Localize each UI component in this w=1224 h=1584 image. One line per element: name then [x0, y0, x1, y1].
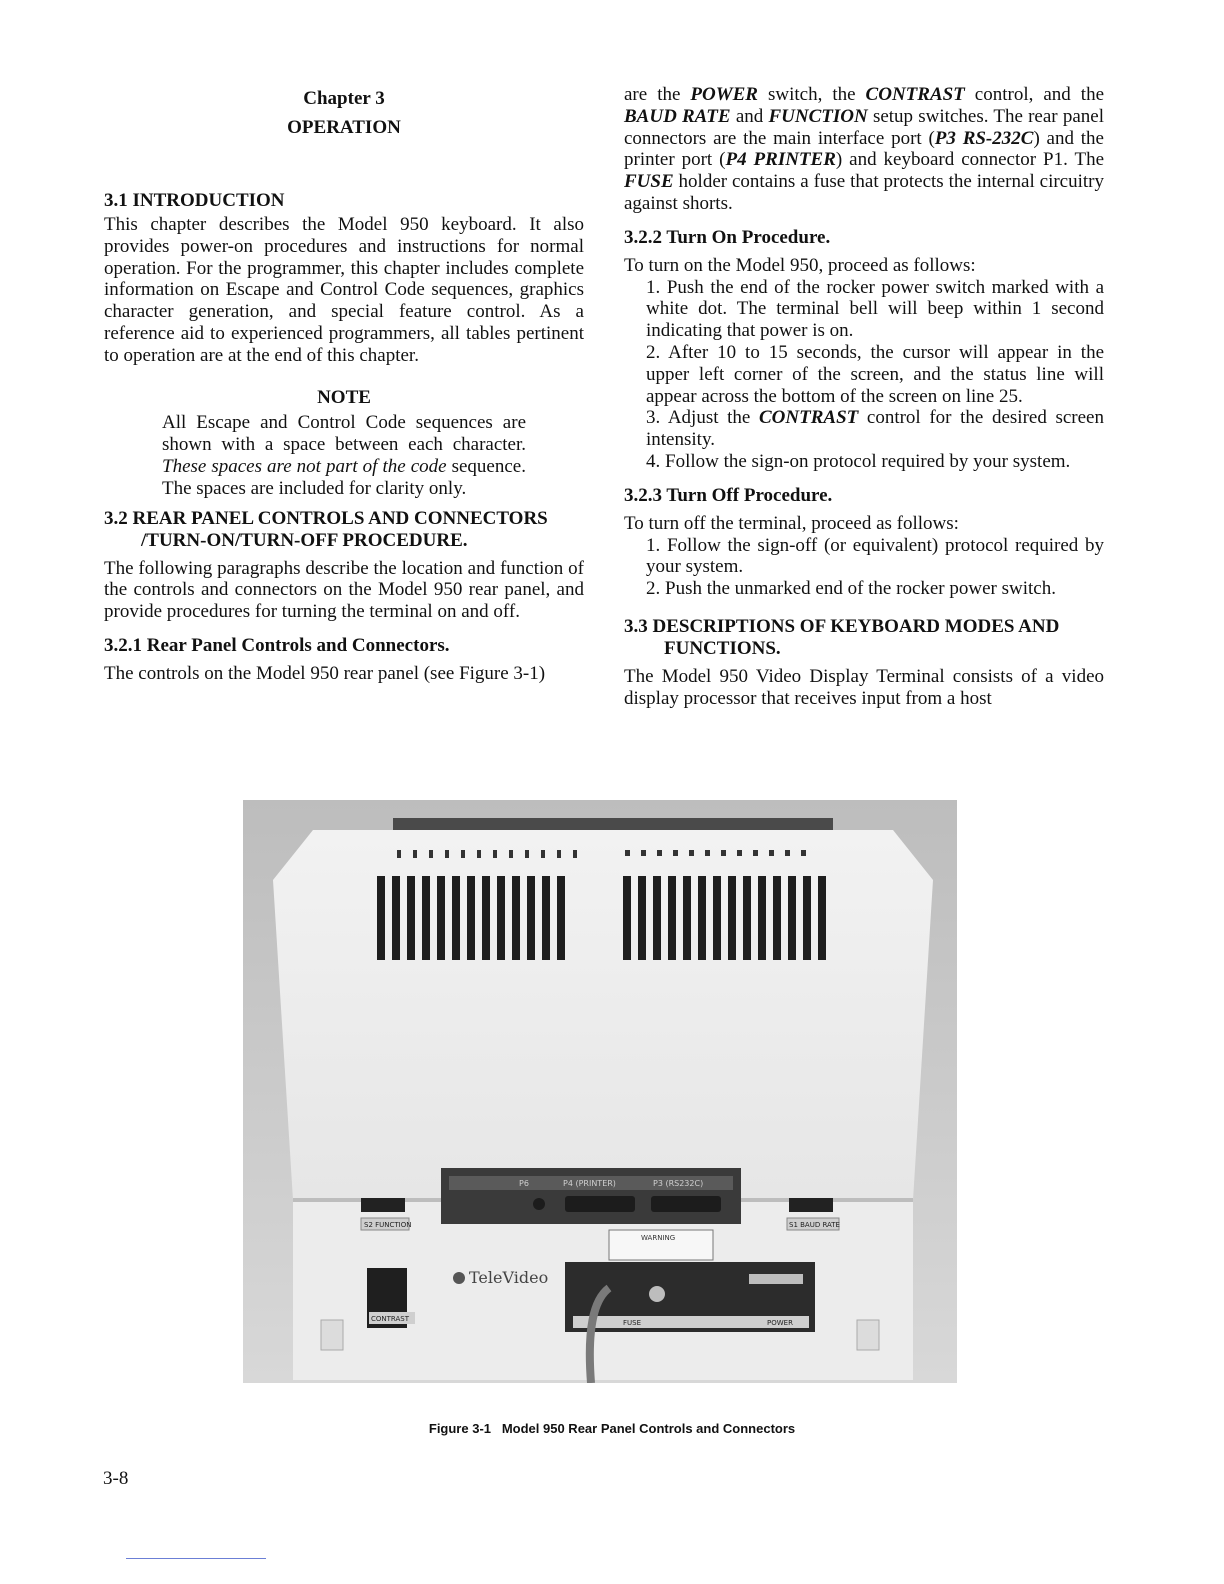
turn-on-steps	[624, 277, 1104, 473]
brand-logo-icon	[453, 1272, 465, 1284]
section-3-3-heading: 3.3 DESCRIPTIONS OF KEYBOARD MODES AND FUNCTIONS.	[624, 615, 1060, 659]
keyboard-connector	[533, 1198, 545, 1210]
section-3-2-2-heading: 3.2.2 Turn On Procedure.	[624, 226, 831, 248]
note-body: All Escape and Control Code sequences are shown with a space between each character. These spaces are not part of the code sequence. The spaces are included for clarity only.	[162, 412, 526, 499]
label-p4: P4 (PRINTER)	[563, 1179, 616, 1188]
power-switch	[749, 1274, 803, 1284]
list-item: 2. Push the unmarked end of the rocker power switch.	[646, 578, 1056, 600]
label-function: S2 FUNCTION	[364, 1221, 412, 1229]
page-number: 3-8	[103, 1468, 129, 1489]
rs232c-port	[651, 1196, 721, 1212]
section-3-1-body: This chapter describes the Model 950 keyboard. It also provides power-on procedures and instructions for normal operation. For the programmer, this chapter includes complete information on Escape and Control Code sequences, graphics character generation, and special feature control. As a reference aid to experienced programmers, all tables pertinent to operation are at the end of this chapter.	[104, 214, 584, 366]
terminal-illustration	[243, 800, 957, 1383]
section-3-2-3-intro: To turn off the terminal, proceed as follows:	[624, 512, 959, 534]
section-3-2-1-body-left: The controls on the Model 950 rear panel (see Figure 3-1)	[104, 662, 546, 684]
svg-text:WARNING: WARNING	[641, 1234, 676, 1242]
turn-off-steps	[624, 535, 1104, 600]
label-p6: P6	[519, 1179, 529, 1188]
label-power: POWER	[767, 1319, 793, 1327]
note-title: NOTE	[317, 386, 371, 408]
printer-port	[565, 1196, 635, 1212]
label-contrast: CONTRAST	[371, 1315, 409, 1323]
section-3-2-3-heading: 3.2.3 Turn Off Procedure.	[624, 484, 833, 506]
section-3-2-1-body-right: are the POWER switch, the CONTRAST control, and the BAUD RATE and FUNCTION setup switches. The rear panel connectors are the main interface port (P3 RS-232C) and the printer port (P4 PRINTER) and keyboard connector P1. The FUSE holder contains a fuse that protects the internal circuitry against shorts.	[624, 84, 1105, 214]
section-3-1-heading: 3.1 INTRODUCTION	[104, 190, 285, 211]
figure-rear-panel-photo	[243, 800, 957, 1383]
section-3-2-heading: 3.2 REAR PANEL CONTROLS AND CONNECTORS /TURN-ON/TURN-OFF PROCEDURE.	[104, 507, 548, 551]
list-item: 1. Push the end of the rocker power switch marked with a white dot. The terminal bell will beep within 1 second indicating that power is on.	[646, 276, 1104, 342]
figure-caption: Figure 3-1 Model 950 Rear Panel Controls and Connectors	[428, 1421, 796, 1436]
list-item: 3. Adjust the CONTRAST control for the desired screen intensity.	[646, 407, 1104, 451]
left-column	[104, 84, 584, 685]
section-3-3-body: The Model 950 Video Display Terminal consists of a video display processor that receives input from a host	[624, 665, 1104, 709]
footer-rule	[126, 1558, 266, 1559]
section-3-2-2-intro: To turn on the Model 950, proceed as follows:	[624, 254, 976, 276]
note-emphasis: These spaces are not part of the code	[162, 455, 447, 477]
section-3-2-body: The following paragraphs describe the location and function of the controls and connectors on the Model 950 rear panel, and provide procedures for turning the terminal on and off.	[104, 557, 584, 623]
chapter-label: Chapter 3	[303, 88, 385, 109]
list-item: 1. Follow the sign-off (or equivalent) protocol required by your system.	[646, 534, 1104, 578]
label-p3: P3 (RS232C)	[653, 1179, 704, 1188]
label-fuse: FUSE	[623, 1319, 642, 1327]
baud-rate-switch	[789, 1198, 833, 1212]
right-column	[624, 84, 1104, 710]
fuse-holder	[649, 1286, 665, 1302]
terminal-cabinet	[273, 830, 933, 1200]
chapter-title: OPERATION	[287, 117, 401, 138]
list-item: 4. Follow the sign-on protocol required by your system.	[646, 450, 1071, 472]
brand-label: TeleVideo	[469, 1268, 549, 1287]
section-3-2-1-heading: 3.2.1 Rear Panel Controls and Connectors.	[104, 634, 450, 656]
function-switch	[361, 1198, 405, 1212]
list-item: 2. After 10 to 15 seconds, the cursor will appear in the upper left corner of the screen, and the status line will appear across the bottom of the screen on line 25.	[646, 341, 1104, 407]
label-baud: S1 BAUD RATE	[789, 1221, 840, 1229]
